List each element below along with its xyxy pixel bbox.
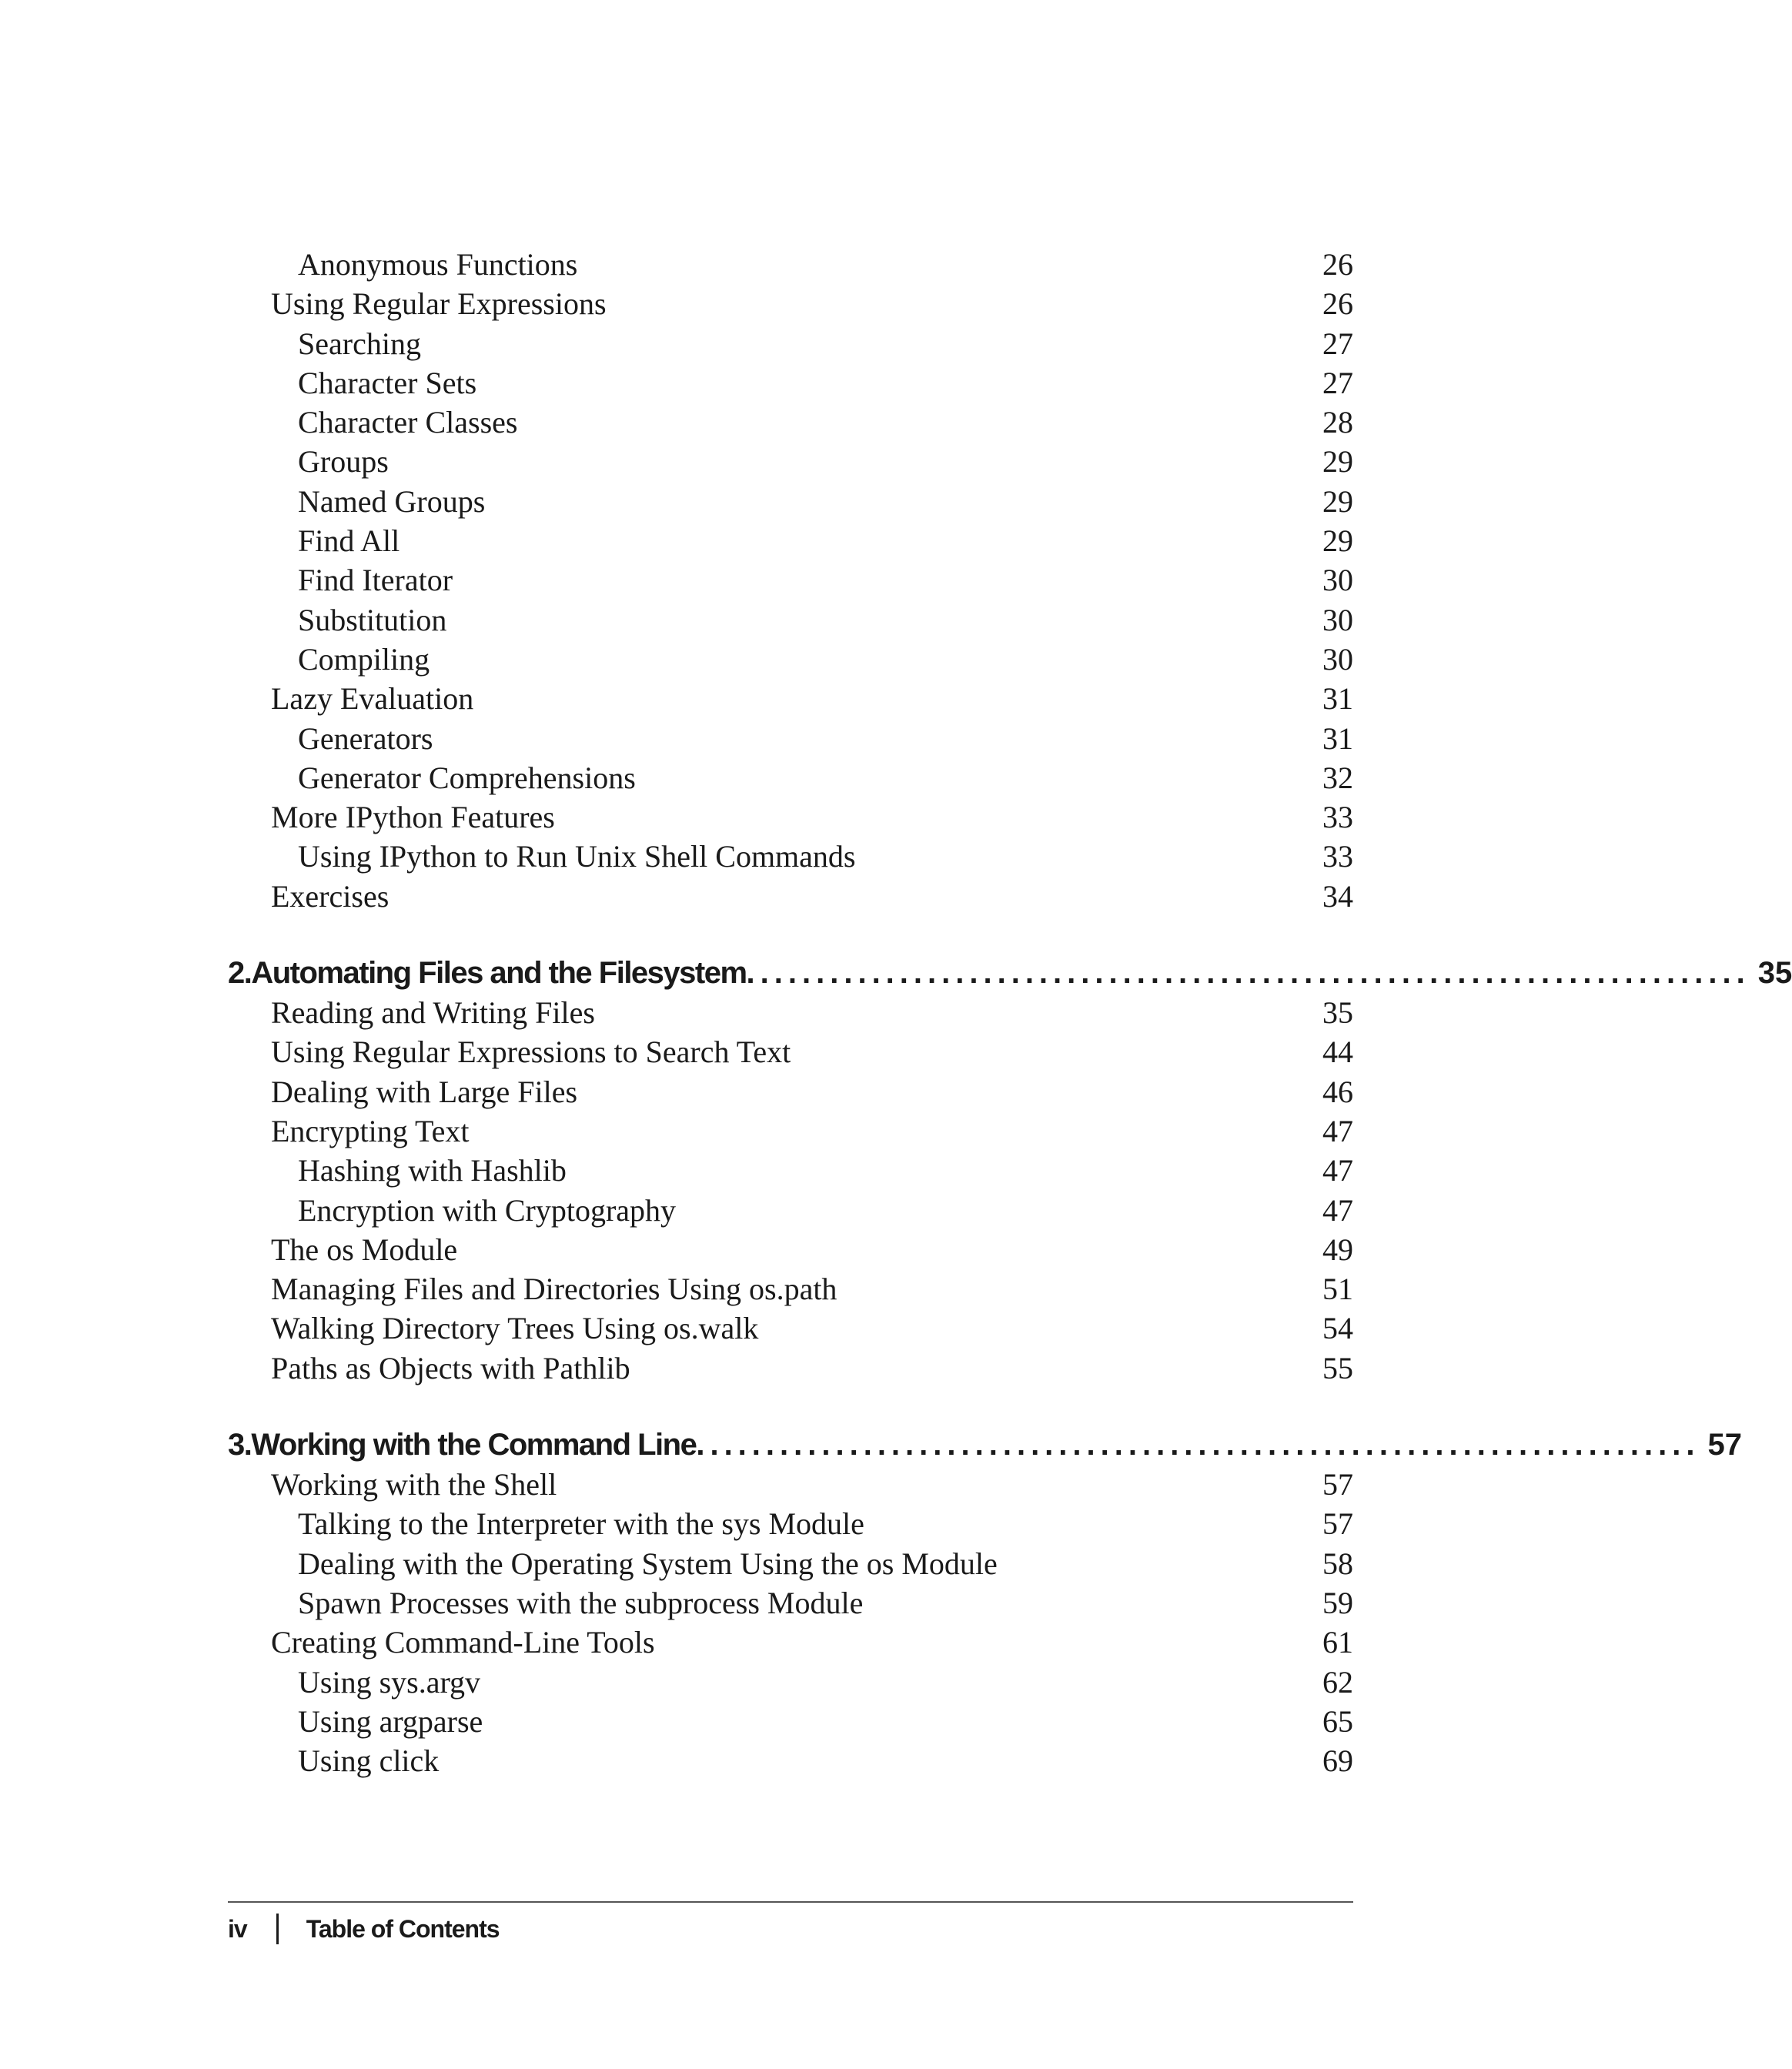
toc-entry[interactable] bbox=[228, 324, 1353, 363]
toc-entry[interactable] bbox=[228, 1583, 1353, 1623]
toc-entry-title: Substitution bbox=[298, 602, 447, 637]
toc-entry-page: 33 bbox=[1322, 800, 1353, 835]
toc-entry-page: 55 bbox=[1322, 1350, 1353, 1385]
toc-entry-title: Working with the Shell bbox=[271, 1467, 557, 1502]
toc-entry-title: The os Module bbox=[271, 1232, 458, 1267]
toc-entry-page: 31 bbox=[1322, 681, 1353, 717]
toc-entry[interactable] bbox=[228, 1309, 1353, 1348]
toc-entry-title: Find Iterator bbox=[298, 563, 453, 598]
chapter-title: Automating Files and the Filesystem bbox=[251, 956, 747, 991]
toc-entry-page: 47 bbox=[1322, 1153, 1353, 1188]
toc-entry-title: Compiling bbox=[298, 641, 430, 677]
toc-entry[interactable] bbox=[228, 442, 1353, 481]
toc-entry-page: 29 bbox=[1322, 444, 1353, 480]
toc-entry-page: 30 bbox=[1322, 563, 1353, 598]
toc-entry-page: 54 bbox=[1322, 1311, 1353, 1346]
toc-entry[interactable] bbox=[228, 877, 1353, 916]
toc-entry-page: 27 bbox=[1322, 326, 1353, 361]
toc-entry-title: Reading and Writing Files bbox=[271, 995, 595, 1031]
toc-entry-title: Generator Comprehensions bbox=[298, 760, 636, 795]
dot-leader: ........................................................................ bbox=[696, 1428, 1700, 1462]
chapter-page: 57 bbox=[1707, 1428, 1742, 1462]
footer-separator bbox=[276, 1914, 279, 1944]
toc-entry[interactable] bbox=[228, 837, 1353, 876]
toc-entry-title: Managing Files and Directories Using os.path bbox=[271, 1272, 837, 1307]
toc-entry[interactable] bbox=[228, 1032, 1353, 1071]
toc-entry-title: Dealing with the Operating System Using the os Module bbox=[298, 1546, 998, 1581]
footer-page-number: iv bbox=[228, 1915, 247, 1943]
chapter-title: Working with the Command Line bbox=[251, 1428, 697, 1462]
toc-entry-page: 27 bbox=[1322, 365, 1353, 400]
toc-entry-page: 30 bbox=[1322, 602, 1353, 637]
toc-entry-title: Lazy Evaluation bbox=[271, 681, 474, 717]
toc-entry-title: Using click bbox=[298, 1743, 440, 1779]
toc-entry-page: 44 bbox=[1322, 1034, 1353, 1070]
toc-entry-title: Character Sets bbox=[298, 365, 477, 400]
toc-entry-page: 26 bbox=[1322, 247, 1353, 282]
toc-entry[interactable] bbox=[228, 521, 1353, 560]
toc-entry-title: Using Regular Expressions bbox=[271, 286, 607, 322]
toc-entry-page: 69 bbox=[1322, 1743, 1353, 1779]
toc-entry-page: 32 bbox=[1322, 760, 1353, 795]
chapter-number: 2. bbox=[228, 956, 252, 991]
toc-entry-page: 62 bbox=[1322, 1664, 1353, 1700]
toc-entry-title: Searching bbox=[298, 326, 421, 361]
toc-entry-title: Using Regular Expressions to Search Text bbox=[271, 1034, 791, 1070]
dot-leader: ........................................................................ bbox=[746, 956, 1750, 991]
toc-entry[interactable] bbox=[228, 679, 1353, 718]
toc-entry-page: 30 bbox=[1322, 641, 1353, 677]
toc-entry-page: 46 bbox=[1322, 1074, 1353, 1109]
toc-entry-title: Spawn Processes with the subprocess Module bbox=[298, 1585, 864, 1620]
toc-entry[interactable] bbox=[228, 1191, 1353, 1230]
toc-entry-page: 58 bbox=[1322, 1546, 1353, 1581]
page-footer bbox=[228, 1910, 500, 1947]
chapter-heading[interactable] bbox=[228, 1425, 1742, 1465]
toc-entry-title: Groups bbox=[298, 444, 389, 480]
toc-entry[interactable] bbox=[228, 993, 1353, 1032]
toc-entry-page: 49 bbox=[1322, 1232, 1353, 1267]
toc-entry-title: Encryption with Cryptography bbox=[298, 1192, 677, 1228]
toc-entry-page: 65 bbox=[1322, 1703, 1353, 1739]
toc-entry-title: Dealing with Large Files bbox=[271, 1074, 578, 1109]
toc-entry[interactable] bbox=[228, 1349, 1353, 1388]
toc-entry[interactable] bbox=[228, 797, 1353, 837]
toc-entry-page: 35 bbox=[1322, 995, 1353, 1031]
toc-entry[interactable] bbox=[228, 1151, 1353, 1190]
toc-entry[interactable] bbox=[228, 482, 1353, 521]
toc-entry[interactable] bbox=[228, 758, 1353, 797]
toc-entry[interactable] bbox=[228, 1741, 1353, 1780]
toc-entry-page: 59 bbox=[1322, 1585, 1353, 1620]
toc-entry-title: Named Groups bbox=[298, 483, 486, 519]
toc-entry-page: 33 bbox=[1322, 839, 1353, 874]
toc-entry-page: 51 bbox=[1322, 1272, 1353, 1307]
toc-entry[interactable] bbox=[228, 1504, 1353, 1543]
toc-entry[interactable] bbox=[228, 600, 1353, 640]
toc-entry[interactable] bbox=[228, 1544, 1353, 1583]
toc-entry[interactable] bbox=[228, 719, 1353, 758]
toc-entry[interactable] bbox=[228, 1072, 1353, 1111]
toc-entry-page: 61 bbox=[1322, 1625, 1353, 1660]
footer-rule bbox=[228, 1901, 1353, 1903]
toc-entry-page: 57 bbox=[1322, 1506, 1353, 1542]
toc-entry-title: More IPython Features bbox=[271, 800, 555, 835]
toc-entry-title: Using IPython to Run Unix Shell Commands bbox=[298, 839, 856, 874]
toc-entry-title: Walking Directory Trees Using os.walk bbox=[271, 1311, 759, 1346]
toc-entry-page: 31 bbox=[1322, 720, 1353, 756]
toc-entry-page: 26 bbox=[1322, 286, 1353, 322]
toc-entry-title: Encrypting Text bbox=[271, 1113, 470, 1148]
toc-entry-title: Talking to the Interpreter with the sys Module bbox=[298, 1506, 864, 1542]
toc-entry[interactable] bbox=[228, 1663, 1353, 1702]
toc-entry-title: Find All bbox=[298, 523, 400, 559]
toc-entry[interactable] bbox=[228, 245, 1353, 284]
footer-running-title: Table of Contents bbox=[306, 1915, 500, 1943]
toc-entry-title: Anonymous Functions bbox=[298, 247, 578, 282]
toc-entry[interactable] bbox=[228, 1111, 1353, 1151]
toc-entry[interactable] bbox=[228, 1465, 1353, 1504]
chapter-page: 35 bbox=[1757, 956, 1792, 991]
toc-entry-page: 28 bbox=[1322, 405, 1353, 440]
toc-entry-title: Creating Command-Line Tools bbox=[271, 1625, 655, 1660]
toc-entry-title: Generators bbox=[298, 720, 433, 756]
toc-entry[interactable] bbox=[228, 1623, 1353, 1662]
toc-entry-title: Using sys.argv bbox=[298, 1664, 481, 1700]
toc-entry[interactable] bbox=[228, 403, 1353, 442]
toc-entry-page: 47 bbox=[1322, 1192, 1353, 1228]
toc-entry-page: 29 bbox=[1322, 483, 1353, 519]
toc-entry-title: Paths as Objects with Pathlib bbox=[271, 1350, 630, 1385]
toc-entry-title: Character Classes bbox=[298, 405, 518, 440]
toc-entry-title: Using argparse bbox=[298, 1703, 483, 1739]
toc-entry-title: Hashing with Hashlib bbox=[298, 1153, 567, 1188]
toc-entry[interactable] bbox=[228, 640, 1353, 679]
toc-entry[interactable] bbox=[228, 363, 1353, 403]
toc-entry-title: Exercises bbox=[271, 878, 389, 914]
toc-entry[interactable] bbox=[228, 1702, 1353, 1741]
chapter-heading[interactable] bbox=[228, 953, 1792, 993]
table-of-contents bbox=[228, 245, 1792, 1780]
toc-entry-page: 57 bbox=[1322, 1467, 1353, 1502]
toc-entry[interactable] bbox=[228, 284, 1353, 323]
toc-entry-page: 47 bbox=[1322, 1113, 1353, 1148]
toc-entry-page: 29 bbox=[1322, 523, 1353, 559]
toc-entry[interactable] bbox=[228, 1269, 1353, 1309]
toc-entry[interactable] bbox=[228, 1230, 1353, 1269]
toc-entry-page: 34 bbox=[1322, 878, 1353, 914]
toc-entry[interactable] bbox=[228, 560, 1353, 600]
chapter-number: 3. bbox=[228, 1428, 252, 1462]
